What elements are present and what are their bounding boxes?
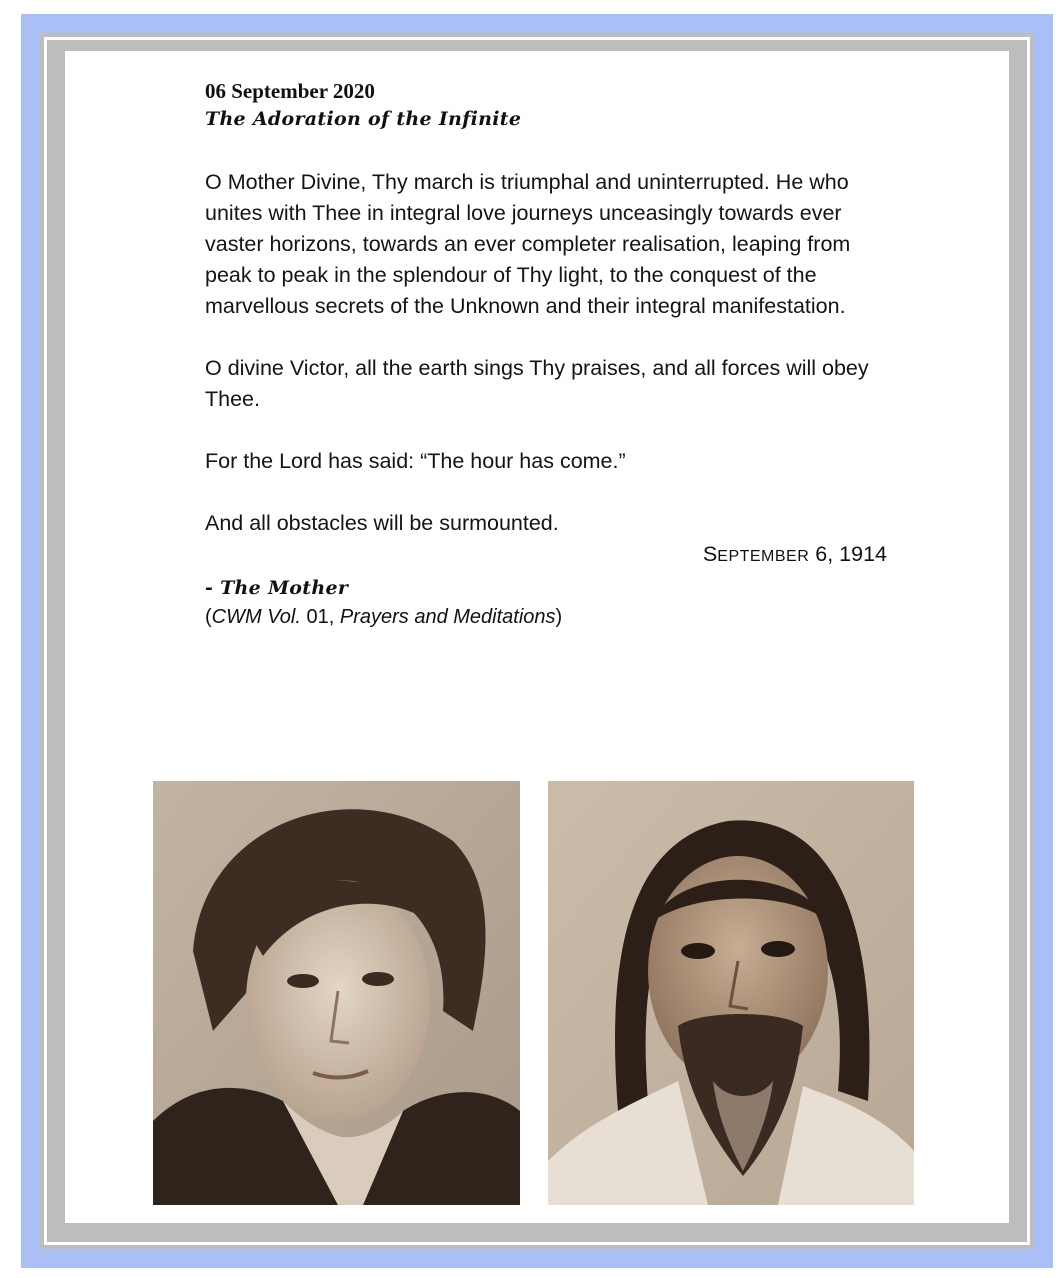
paragraph-2: O divine Victor, all the earth sings Thy praises, and all forces will obey Thee. xyxy=(205,356,869,411)
prayer-date xyxy=(205,539,895,572)
portrait-photo-left xyxy=(153,781,520,1205)
prayer-date-initial: S xyxy=(702,542,718,566)
portrait-bearded-man-image xyxy=(548,781,914,1205)
paragraph-4: And all obstacles will be surmounted. xyxy=(205,511,559,535)
text-content xyxy=(205,77,895,632)
paragraph-1: O Mother Divine, Thy march is triumphal and uninterrupted. He who unites with Thee in integral love journeys unceasingly towards ever vaster horizons, towards an ever completer realisation, leaping from peak to peak in the splendour of Thy light, to the conquest of the marvellous secrets of the Unknown and their integral manifestation. xyxy=(205,170,851,318)
post-title: The Adoration of the Infinite xyxy=(205,108,522,130)
portrait-woman-image xyxy=(153,781,520,1205)
inner-gray-border xyxy=(40,33,1034,1249)
citation-work: CWM Vol. xyxy=(211,606,301,628)
citation-volume: 01, xyxy=(300,606,340,628)
citation-close: ) xyxy=(555,606,563,628)
citation-open: ( xyxy=(205,606,212,628)
post-date: 06 September 2020 xyxy=(205,79,375,103)
page-card xyxy=(65,51,1009,1223)
author-line: - The Mother xyxy=(205,577,349,599)
outer-blue-border xyxy=(21,14,1053,1268)
prayer-date-day-year: 6, 1914 xyxy=(815,542,887,566)
citation-title: Prayers and Meditations xyxy=(339,606,556,628)
prayer-date-month: EPTEMBER xyxy=(717,548,810,565)
portrait-photo-right xyxy=(548,781,914,1205)
paragraph-3: For the Lord has said: “The hour has come.” xyxy=(205,449,626,473)
citation xyxy=(205,602,895,632)
